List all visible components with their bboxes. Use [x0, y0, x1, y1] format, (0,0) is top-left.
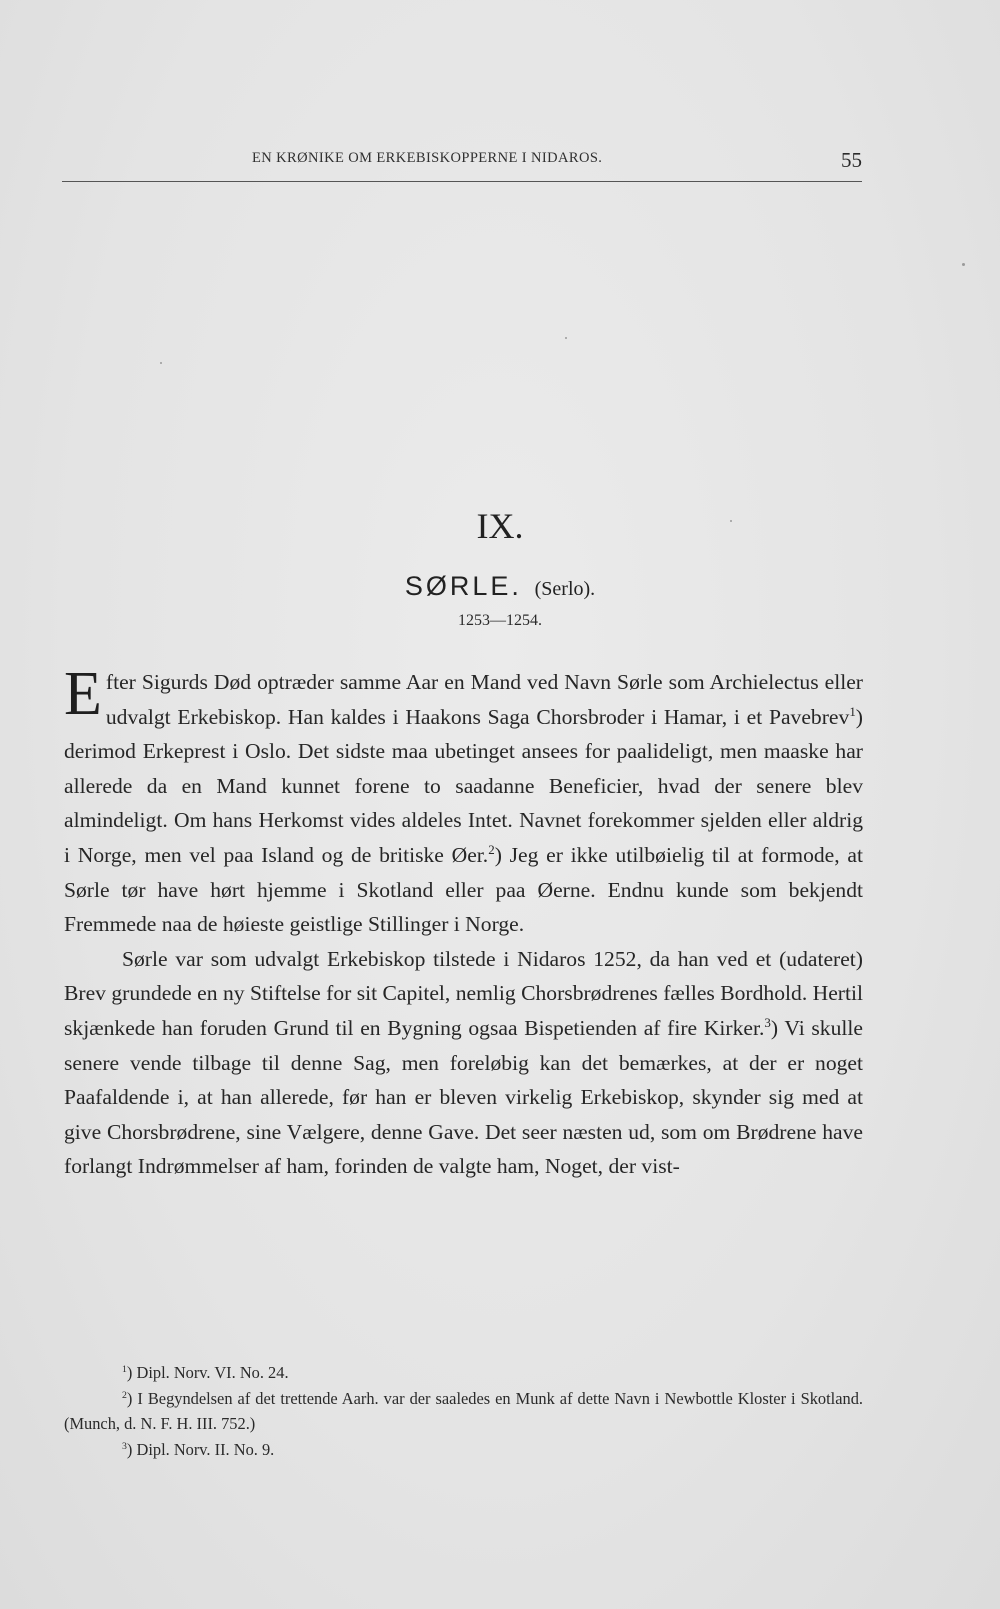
- footnote-mark: 1: [122, 1364, 127, 1376]
- paragraph-1-text-c: ) Jeg er ikke utilbøielig til at formode, at Sørle tør have hørt hjemme i Skotland eller paa Øerne. Endnu kunde som bekjendt Fremmede naa de høieste geistlige Stillinger i Norge.: [64, 842, 863, 937]
- chapter-title: [0, 571, 1000, 602]
- body-text: [64, 660, 863, 1184]
- footnote-mark: 2: [122, 1389, 127, 1401]
- running-head: [62, 150, 862, 178]
- footnotes: [64, 1360, 863, 1462]
- page-number: 55: [841, 148, 862, 172]
- paragraph-1-text-b: ) derimod Erkeprest i Oslo. Det sidste maa ubetinget ansees for paalideligt, men maaske har allerede da en Mand kunnet forene to saadanne Beneficier, hvad der senere blev almindeligt. Om hans Herkomst vides aldeles Intet. Navnet forekommer sjelden eller aldrig i Norge, men vel paa Island og de britiske Øer.: [64, 704, 863, 867]
- footnote-ref-1: 1: [849, 703, 856, 719]
- footnote-2: [64, 1386, 863, 1437]
- paragraph-2: [64, 942, 863, 1184]
- chapter-number: IX.: [476, 506, 524, 546]
- paragraph-2-text-b: ) Vi skulle senere vende tilbage til denne Sag, men foreløbig kan det bemærkes, at der er noget Paafaldende i, at han allerede, før han er bleven virkelig Erkebiskop, skynder sig med at give Chorsbrødrene, sine Vælgere, denne Gave. Det seer næsten ud, som om Brødrene have forlangt Indrømmelser af ham, forinden de valgte ham, Noget, der vist-: [64, 1015, 863, 1179]
- header-rule: [62, 181, 862, 182]
- footnote-1: [64, 1360, 863, 1386]
- paper-speck: [565, 337, 567, 339]
- footnote-mark: 3: [122, 1440, 127, 1452]
- paragraph-2-text-a: Sørle var som udvalgt Erkebiskop tilstede i Nidaros 1252, da han ved et (udateret) Brev grundede en ny Stiftelse for sit Capitel, nemlig Chorsbrødrenes fælles Bordhold. Hertil skjænkede han foruden Grund til en Bygning ogsaa Bispetienden af fire Kirker.: [64, 946, 863, 1040]
- paragraph-1: [64, 660, 863, 942]
- paper-speck: [962, 263, 965, 266]
- paper-speck: [160, 362, 162, 364]
- chapter-dates: 1253—1254.: [458, 612, 542, 629]
- footnote-text: ) Dipl. Norv. II. No. 9.: [126, 1439, 275, 1459]
- footnote-ref-2: 2: [488, 842, 495, 858]
- chapter-title-main: SØRLE.: [404, 571, 522, 601]
- footnote-ref-3: 3: [764, 1015, 771, 1031]
- paper-speck: [730, 520, 732, 522]
- footnote-3: [64, 1437, 863, 1463]
- running-title: EN KRØNIKE OM ERKEBISKOPPERNE I NIDAROS.: [252, 150, 603, 166]
- drop-cap: E: [64, 660, 102, 728]
- chapter-title-alt: (Serlo).: [534, 578, 596, 600]
- paragraph-1-text-a: fter Sigurds Død optræder samme Aar en Mand ved Navn Sørle som Archielectus eller udvalgt Erkebiskop. Han kaldes i Haakons Saga Chorsbroder i Hamar, i et Pavebrev: [105, 670, 863, 729]
- footnote-text: ) I Begyndelsen af det trettende Aarh. var der saaledes en Munk af dette Navn i Newbottle Kloster i Skotland. (Munch, d. N. F. H. III. 752.): [64, 1388, 863, 1434]
- footnote-text: ) Dipl. Norv. VI. No. 24.: [126, 1363, 289, 1382]
